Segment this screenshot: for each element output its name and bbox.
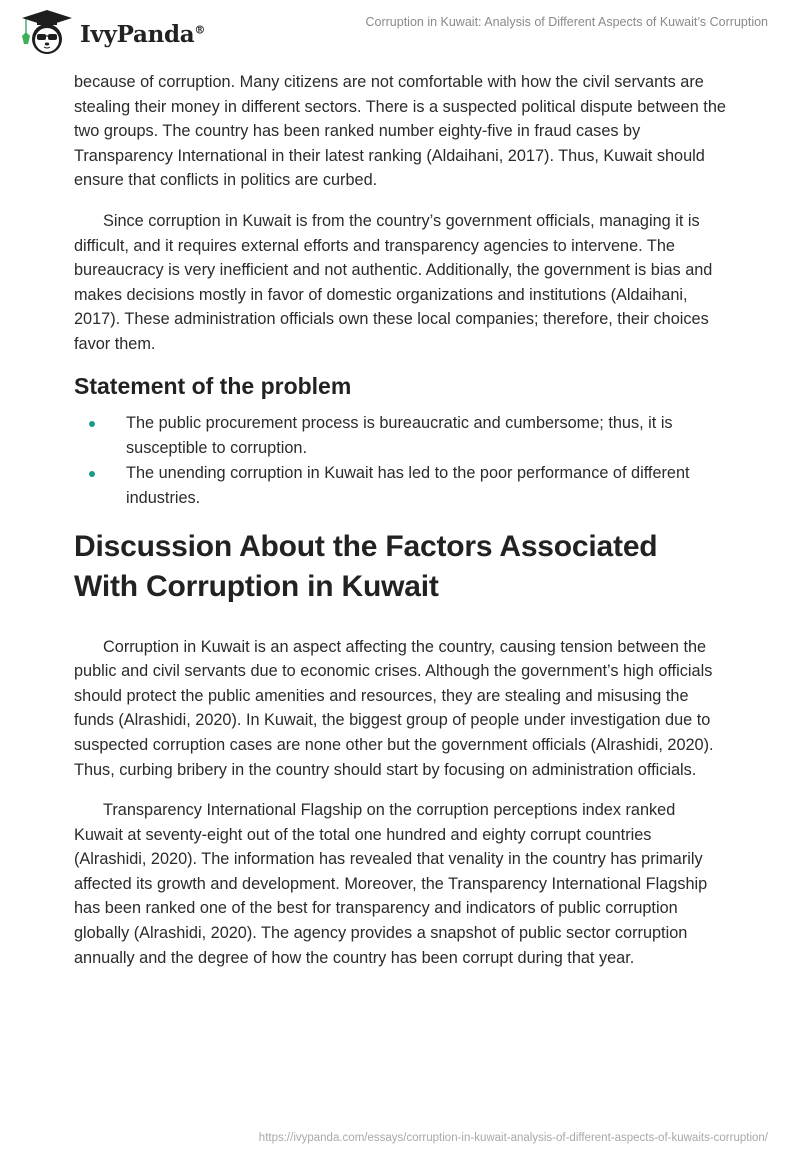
paragraph: Transparency International Flagship on the corruption perceptions index ranked Kuwait at seventy-eight out of the total one hundred and eighty corrupt countries (Alrashidi, 2020). The information has revealed that venality in the country has primarily affected its growth and development. Moreover, the Transparency International Flagship has been ranked one of the best for transparency and indicators of public corruption globally (Alrashidi, 2020). The agency provides a snapshot of public sector corruption annually and the degree of how the country has been corrupt during that year.	[74, 801, 708, 967]
bullet-icon	[89, 421, 95, 427]
list-item: The public procurement process is bureaucratic and cumbersome; thus, it is susceptible to corruption.	[74, 411, 726, 461]
document-title: Corruption in Kuwait: Analysis of Different Aspects of Kuwait’s Corruption	[365, 15, 768, 29]
panda-graduate-icon	[18, 8, 76, 56]
brand-name: IvyPanda®	[80, 20, 206, 48]
paragraph: Corruption in Kuwait is an aspect affecting the country, causing tension between the public and civil servants due to economic crises. Although the government’s high officials should protect the public amenities and resources, they are stealing and misusing the funds (Alrashidi, 2020). In Kuwait, the biggest group of people under investigation due to suspected corruption cases are none other but the government officials (Alrashidi, 2020). Thus, curbing bribery in the country should start by focusing on administration officials.	[74, 637, 714, 779]
page-header	[0, 0, 800, 62]
problem-list	[74, 411, 726, 511]
paragraph: because of corruption. Many citizens are not comfortable with how the civil servants are stealing their money in different sectors. There is a suspected political dispute between the two groups. The country has been ranked number eighty-five in fraud cases by Transparency International in their latest ranking (Aldaihani, 2017). Thus, Kuwait should ensure that conflicts in politics are curbed.	[74, 73, 726, 190]
paragraph: Since corruption in Kuwait is from the country’s government officials, managing it is difficult, and it requires external efforts and transparency agencies to intervene. The bureaucracy is very inefficient and not authentic. Additionally, the government is bias and makes decisions mostly in favor of domestic organizations and institutions (Aldaihani, 2017). These administration officials own these local companies; therefore, their choices favor them.	[74, 211, 713, 353]
ivypanda-logo[interactable]	[18, 8, 205, 56]
source-url[interactable]: https://ivypanda.com/essays/corruption-in-kuwait-analysis-of-different-aspects-of-kuwaits-corruption/	[258, 1132, 768, 1144]
essay-content	[74, 70, 726, 970]
list-item: The unending corruption in Kuwait has led to the poor performance of different industries.	[74, 461, 726, 511]
section-heading: Statement of the problem	[74, 372, 352, 399]
bullet-icon	[89, 471, 95, 477]
main-heading: Discussion About the Factors Associated With Corruption in Kuwait	[74, 529, 658, 603]
